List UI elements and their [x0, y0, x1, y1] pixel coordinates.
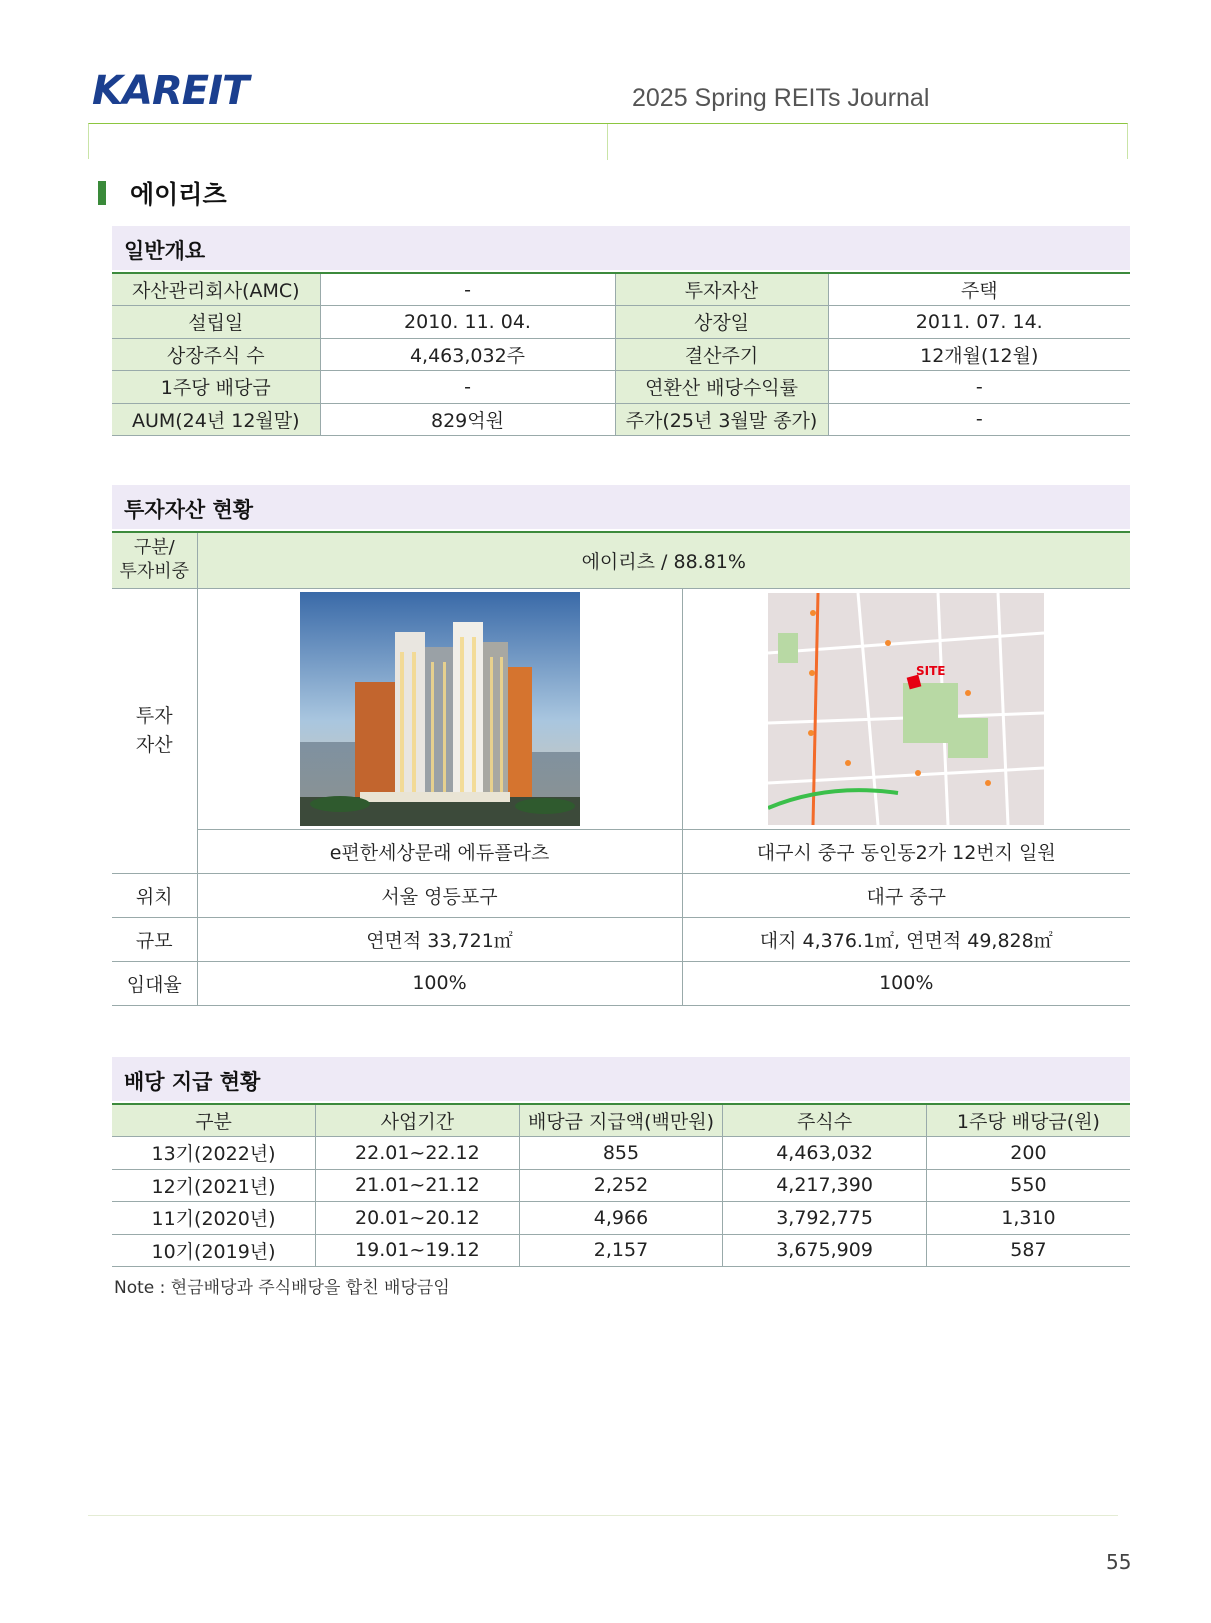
logo-text: KAREIT — [92, 68, 249, 114]
overview-label: 1주당 배당금 — [112, 371, 320, 404]
overview-label: 연환산 배당수익률 — [615, 371, 828, 404]
location-map — [768, 593, 1044, 825]
section-marker — [98, 181, 106, 205]
table-cell: 4,966 — [519, 1202, 723, 1235]
table-cell: 3,792,775 — [723, 1202, 927, 1235]
asset-label: 투자 자산 — [112, 588, 197, 873]
overview-value: 829억원 — [320, 403, 615, 436]
overview-label: 자산관리회사(AMC) — [112, 273, 320, 306]
overview-value: 2011. 07. 14. — [828, 306, 1130, 339]
overview-row — [112, 338, 1130, 371]
column-header: 1주당 배당금(원) — [926, 1104, 1130, 1137]
overview-value: - — [828, 403, 1130, 436]
building-photo — [300, 592, 580, 826]
table-cell: 4,463,032 — [723, 1137, 927, 1170]
overview-label: 상장일 — [615, 306, 828, 339]
scale-value-2: 대지 4,376.1㎡, 연면적 49,828㎡ — [682, 917, 1130, 961]
column-header: 배당금 지급액(백만원) — [519, 1104, 723, 1137]
overview-value: - — [320, 371, 615, 404]
location-value-1: 서울 영등포구 — [197, 873, 682, 917]
table-cell: 10기(2019년) — [112, 1234, 316, 1267]
table-row — [112, 1234, 1130, 1267]
overview-value: 12개월(12월) — [828, 338, 1130, 371]
overview-row — [112, 306, 1130, 339]
table-cell: 4,217,390 — [723, 1169, 927, 1202]
table-cell: 200 — [926, 1137, 1130, 1170]
dividends-note: Note : 현금배당과 주식배당을 합친 배당금임 — [114, 1278, 450, 1298]
page-number: 55 — [1106, 1550, 1132, 1574]
table-cell: 1,310 — [926, 1202, 1130, 1235]
table-row — [112, 1169, 1130, 1202]
table-cell: 13기(2022년) — [112, 1137, 316, 1170]
overview-value: 2010. 11. 04. — [320, 306, 615, 339]
header-frame — [88, 123, 1128, 159]
table-cell: 550 — [926, 1169, 1130, 1202]
section-title-text: 에이리츠 — [130, 180, 227, 209]
table-row — [112, 1202, 1130, 1235]
table-cell: 22.01~22.12 — [316, 1137, 520, 1170]
overview-value: 주택 — [828, 273, 1130, 306]
table-cell: 12기(2021년) — [112, 1169, 316, 1202]
overview-value: 4,463,032주 — [320, 338, 615, 371]
assets-table — [112, 531, 1130, 1006]
footer-line — [88, 1515, 1118, 1516]
table-cell: 3,675,909 — [723, 1234, 927, 1267]
asset-name-2: 대구시 중구 동인동2가 12번지 일원 — [682, 829, 1130, 873]
header-divider — [607, 124, 608, 160]
section-title — [98, 175, 227, 211]
overview-row — [112, 273, 1130, 306]
building-photo-cell — [197, 588, 682, 829]
column-header: 사업기간 — [316, 1104, 520, 1137]
scale-label: 규모 — [112, 917, 197, 961]
overview-label: 주가(25년 3월말 종가) — [615, 403, 828, 436]
occupancy-label: 임대율 — [112, 961, 197, 1005]
assets-heading: 투자자산 현황 — [112, 485, 1130, 529]
overview-row — [112, 371, 1130, 404]
kareit-logo — [92, 68, 248, 114]
table-cell: 587 — [926, 1234, 1130, 1267]
overview-row — [112, 403, 1130, 436]
dividends-header-row — [112, 1104, 1130, 1137]
overview-table — [112, 272, 1130, 436]
table-cell: 855 — [519, 1137, 723, 1170]
location-map-cell — [682, 588, 1130, 829]
scale-value-1: 연면적 33,721㎡ — [197, 917, 682, 961]
overview-label: 상장주식 수 — [112, 338, 320, 371]
category-label: 구분/ 투자비중 — [112, 532, 197, 588]
overview-label: 결산주기 — [615, 338, 828, 371]
category-value: 에이리츠 / 88.81% — [197, 532, 1130, 588]
column-header: 주식수 — [723, 1104, 927, 1137]
overview-value: - — [828, 371, 1130, 404]
column-header: 구분 — [112, 1104, 316, 1137]
occupancy-value-1: 100% — [197, 961, 682, 1005]
map-site-label: SITE — [916, 663, 946, 678]
table-cell: 2,252 — [519, 1169, 723, 1202]
asset-name-1: e편한세상문래 에듀플라츠 — [197, 829, 682, 873]
journal-title: 2025 Spring REITs Journal — [632, 84, 930, 112]
location-label: 위치 — [112, 873, 197, 917]
overview-label: AUM(24년 12월말) — [112, 403, 320, 436]
table-cell: 19.01~19.12 — [316, 1234, 520, 1267]
dividends-table — [112, 1103, 1130, 1267]
table-cell: 20.01~20.12 — [316, 1202, 520, 1235]
dividends-heading: 배당 지급 현황 — [112, 1057, 1130, 1101]
overview-heading: 일반개요 — [112, 226, 1130, 270]
table-cell: 11기(2020년) — [112, 1202, 316, 1235]
overview-label: 설립일 — [112, 306, 320, 339]
table-row — [112, 1137, 1130, 1170]
table-cell: 2,157 — [519, 1234, 723, 1267]
overview-value: - — [320, 273, 615, 306]
occupancy-value-2: 100% — [682, 961, 1130, 1005]
table-cell: 21.01~21.12 — [316, 1169, 520, 1202]
overview-label: 투자자산 — [615, 273, 828, 306]
location-value-2: 대구 중구 — [682, 873, 1130, 917]
